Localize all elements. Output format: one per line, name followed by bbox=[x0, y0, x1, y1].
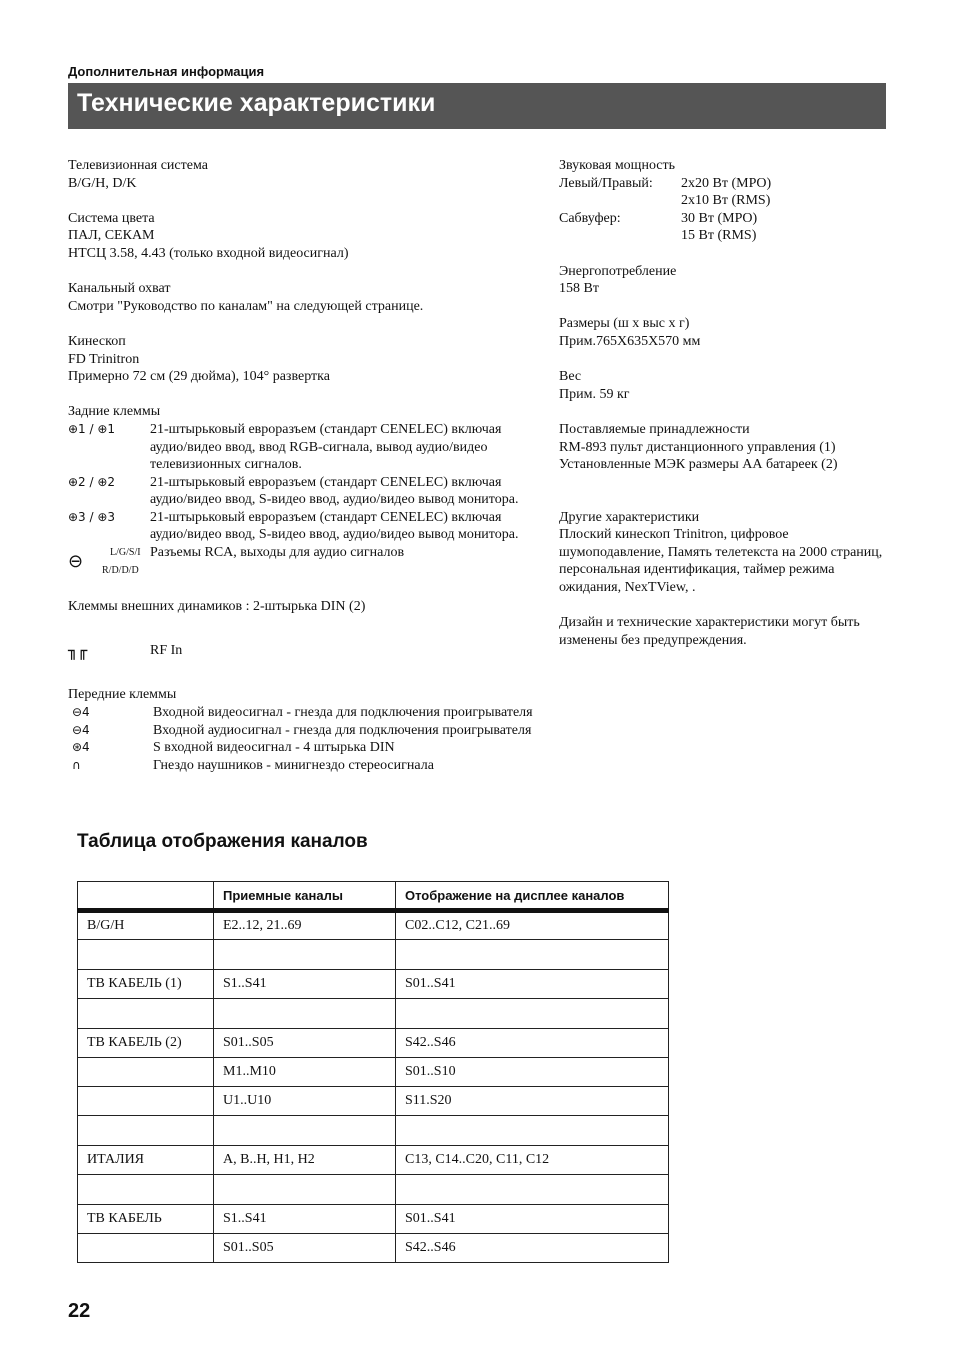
table-cell: B/G/H bbox=[78, 911, 214, 940]
spacer bbox=[559, 227, 681, 245]
antenna-icon: ╖╓ bbox=[68, 640, 88, 660]
dimensions-block bbox=[559, 315, 889, 350]
table-cell: C02..C12, C21..69 bbox=[396, 911, 669, 940]
dimensions-value: Прим.765X635X570 мм bbox=[559, 333, 701, 349]
table-row bbox=[78, 970, 669, 999]
spacer bbox=[559, 192, 681, 210]
table-cell bbox=[396, 940, 669, 970]
table-cell: U1..U10 bbox=[214, 1087, 396, 1116]
table-cell bbox=[396, 1116, 669, 1146]
picture-tube-block bbox=[68, 333, 538, 386]
channel-table-title: Таблица отображения каналов bbox=[77, 831, 368, 852]
rca-text: Разъемы RCA, выходы для аудио сигналов bbox=[150, 545, 405, 561]
s-video-in-4-icon: ⊛4 bbox=[72, 740, 90, 755]
color-system-block bbox=[68, 210, 538, 263]
front-terminal-text: Входной видеосигнал - гнезда для подключения проигрывателя bbox=[153, 705, 533, 721]
sound-sub-value: 15 Вт (RMS) bbox=[681, 228, 757, 244]
disclaimer: Дизайн и технические характеристики могут быть изменены без предупреждения. bbox=[559, 615, 860, 648]
table-cell bbox=[78, 1116, 214, 1146]
table-cell: ИТАЛИЯ bbox=[78, 1146, 214, 1175]
table-cell bbox=[396, 1175, 669, 1205]
weight-label: Вес bbox=[559, 369, 582, 385]
color-system-value: НТСЦ 3.58, 4.43 (только входной видеосигнал) bbox=[68, 245, 349, 261]
table-row bbox=[78, 1205, 669, 1234]
picture-tube-label: Кинескоп bbox=[68, 333, 126, 349]
audio-in-4-icon: ⊖4 bbox=[72, 722, 90, 737]
table-cell: S01..S41 bbox=[396, 1205, 669, 1234]
page-number: 22 bbox=[68, 1300, 91, 1322]
table-row bbox=[78, 1146, 669, 1175]
title-banner bbox=[68, 83, 886, 129]
accessories-value: Установленные МЭК размеры АА батареек (2) bbox=[559, 457, 838, 473]
rca-tag-top: L/G/S/I bbox=[110, 547, 141, 559]
speakers-block bbox=[68, 598, 538, 616]
sound-sub-label: Сабвуфер: bbox=[559, 210, 621, 226]
accessories-block bbox=[559, 421, 889, 474]
table-cell: ТВ КАБЕЛЬ bbox=[78, 1205, 214, 1234]
tv-system-block bbox=[68, 157, 538, 192]
sound-sub-row bbox=[559, 210, 889, 228]
table-row bbox=[78, 940, 669, 970]
sound-lr-label: Левый/Правый: bbox=[559, 175, 653, 191]
right-column bbox=[559, 157, 889, 667]
sound-lr-row bbox=[559, 192, 889, 210]
front-terminal-item bbox=[68, 757, 538, 775]
table-cell bbox=[396, 999, 669, 1029]
table-cell: E2..12, 21..69 bbox=[214, 911, 396, 940]
picture-tube-value: FD Trinitron bbox=[68, 351, 140, 367]
table-row bbox=[78, 1058, 669, 1087]
table-cell bbox=[214, 999, 396, 1029]
table-cell bbox=[78, 1234, 214, 1263]
table-cell: S42..S46 bbox=[396, 1234, 669, 1263]
rear-terminal-item bbox=[68, 421, 538, 474]
header-cell: Отображение на дисплее каналов bbox=[396, 882, 669, 911]
table-cell: ТВ КАБЕЛЬ (2) bbox=[78, 1029, 214, 1058]
table-cell: A, B..H, H1, H2 bbox=[214, 1146, 396, 1175]
headphones-icon: ∩ bbox=[72, 757, 81, 772]
channel-coverage-label: Канальный охват bbox=[68, 281, 171, 297]
table-row bbox=[78, 1175, 669, 1205]
front-terminal-text: S входной видеосигнал - 4 штырька DIN bbox=[153, 740, 395, 756]
section-kicker: Дополнительная информация bbox=[68, 64, 265, 79]
speakers-text: Клеммы внешних динамиков : 2-штырька DIN (2) bbox=[68, 598, 366, 614]
rf-input-block bbox=[68, 633, 538, 669]
front-terminal-item bbox=[68, 704, 538, 722]
weight-value: Прим. 59 кг bbox=[559, 386, 630, 402]
power-block bbox=[559, 263, 889, 298]
front-terminal-item bbox=[68, 739, 538, 757]
table-cell bbox=[214, 1175, 396, 1205]
header-cell: Приемные каналы bbox=[214, 882, 396, 911]
front-terminal-item bbox=[68, 722, 538, 740]
table-cell: S01..S10 bbox=[396, 1058, 669, 1087]
rear-terminal-text: 21-штырьковый евроразъем (стандарт CENELEC) включая аудио/видео ввод, S-видео ввод, аудио/видео вывод монитора. bbox=[150, 509, 519, 543]
table-cell bbox=[78, 940, 214, 970]
table-row bbox=[78, 1234, 669, 1263]
tv-system-label: Телевизионная система bbox=[68, 158, 208, 173]
sound-lr-value: 2x20 Вт (MPO) bbox=[681, 175, 772, 191]
table-cell bbox=[78, 1175, 214, 1205]
rear-terminal-text: 21-штырьковый евроразъем (стандарт CENELEC) включая аудио/видео ввод, S-видео ввод, аудио/видео вывод монитора. bbox=[150, 474, 519, 508]
table-header-row bbox=[78, 882, 669, 911]
rca-channel-tags bbox=[102, 544, 141, 580]
scart-3-icon: ⊕3 / ⊕3 bbox=[68, 509, 116, 524]
rca-terminal-item bbox=[68, 544, 538, 580]
table-cell: C13, C14..C20, C11, C12 bbox=[396, 1146, 669, 1175]
other-label: Другие характеристики bbox=[559, 509, 700, 525]
table-cell: S11.S20 bbox=[396, 1087, 669, 1116]
power-label: Энергопотребление bbox=[559, 263, 677, 279]
sound-label: Звуковая мощность bbox=[559, 158, 676, 173]
sound-lr-row bbox=[559, 175, 889, 193]
table-cell: S01..S41 bbox=[396, 970, 669, 999]
accessories-value: RM-893 пульт дистанционного управления (1) bbox=[559, 439, 836, 455]
table-cell bbox=[78, 1058, 214, 1087]
table-row bbox=[78, 1087, 669, 1116]
rear-terminals-block bbox=[68, 403, 538, 580]
table-cell: S42..S46 bbox=[396, 1029, 669, 1058]
table-row bbox=[78, 1029, 669, 1058]
page-title: Технические характеристики bbox=[77, 89, 436, 117]
rear-terminal-text: 21-штырьковый евроразъем (стандарт CENELEC) включая аудио/видео ввод, ввод RGB-сигнала, вывод аудио/видео телевизионных сигналов. bbox=[150, 421, 502, 473]
rca-output-icon bbox=[68, 544, 150, 580]
channel-table bbox=[77, 881, 669, 1263]
rear-terminal-item bbox=[68, 474, 538, 509]
picture-tube-value: Примерно 72 см (29 дюйма), 104° развертка bbox=[68, 369, 330, 385]
table-cell: S01..S05 bbox=[214, 1029, 396, 1058]
table-row bbox=[78, 911, 669, 940]
table-row bbox=[78, 999, 669, 1029]
front-terminals-block bbox=[68, 686, 538, 774]
color-system-value: ПАЛ, СЕКАМ bbox=[68, 228, 155, 244]
front-terminal-text: Входной аудиосигнал - гнезда для подключения проигрывателя bbox=[153, 722, 532, 738]
header-cell bbox=[78, 882, 214, 911]
sound-block bbox=[559, 157, 889, 245]
front-terminals-label: Передние клеммы bbox=[68, 687, 177, 703]
table-cell: ТВ КАБЕЛЬ (1) bbox=[78, 970, 214, 999]
tv-system-value: B/G/H, D/K bbox=[68, 175, 137, 191]
table-cell: S1..S41 bbox=[214, 1205, 396, 1234]
table-row bbox=[78, 1116, 669, 1146]
rear-terminal-item bbox=[68, 509, 538, 544]
front-terminal-text: Гнездо наушников - минигнездо стереосигнала bbox=[153, 757, 434, 773]
rf-text: RF In bbox=[150, 642, 183, 658]
audio-out-icon: ⊖ bbox=[68, 551, 84, 573]
accessories-label: Поставляемые принадлежности bbox=[559, 421, 750, 437]
sound-sub-value: 30 Вт (MPO) bbox=[681, 210, 758, 226]
table-cell: M1..M10 bbox=[214, 1058, 396, 1087]
scart-2-icon: ⊕2 / ⊕2 bbox=[68, 474, 116, 489]
dimensions-label: Размеры (ш x выс x г) bbox=[559, 316, 690, 332]
power-value: 158 Вт bbox=[559, 281, 599, 297]
rear-terminals-label: Задние клеммы bbox=[68, 404, 161, 420]
table-cell bbox=[78, 1087, 214, 1116]
scart-1-icon: ⊕1 / ⊕1 bbox=[68, 421, 116, 436]
table-cell bbox=[78, 999, 214, 1029]
video-in-4-icon: ⊖4 bbox=[72, 705, 90, 720]
table-cell: S01..S05 bbox=[214, 1234, 396, 1263]
sound-sub-row bbox=[559, 227, 889, 245]
color-system-label: Система цвета bbox=[68, 210, 155, 226]
left-column bbox=[68, 157, 538, 792]
channel-coverage-block bbox=[68, 280, 538, 315]
other-text: Плоский кинескоп Trinitron, цифровое шумоподавление, Память телетекста на 2000 страниц, персональная идентификация, таймер режима ожидания, NexTView, . bbox=[559, 527, 883, 596]
table-cell bbox=[214, 940, 396, 970]
weight-block bbox=[559, 368, 889, 403]
other-block bbox=[559, 509, 889, 597]
sound-lr-value: 2x10 Вт (RMS) bbox=[681, 193, 771, 209]
channel-coverage-value: Смотри "Руководство по каналам" на следующей странице. bbox=[68, 298, 424, 314]
table-cell bbox=[214, 1116, 396, 1146]
table-cell: S1..S41 bbox=[214, 970, 396, 999]
rca-tag-bottom: R/D/D/D bbox=[102, 565, 139, 577]
